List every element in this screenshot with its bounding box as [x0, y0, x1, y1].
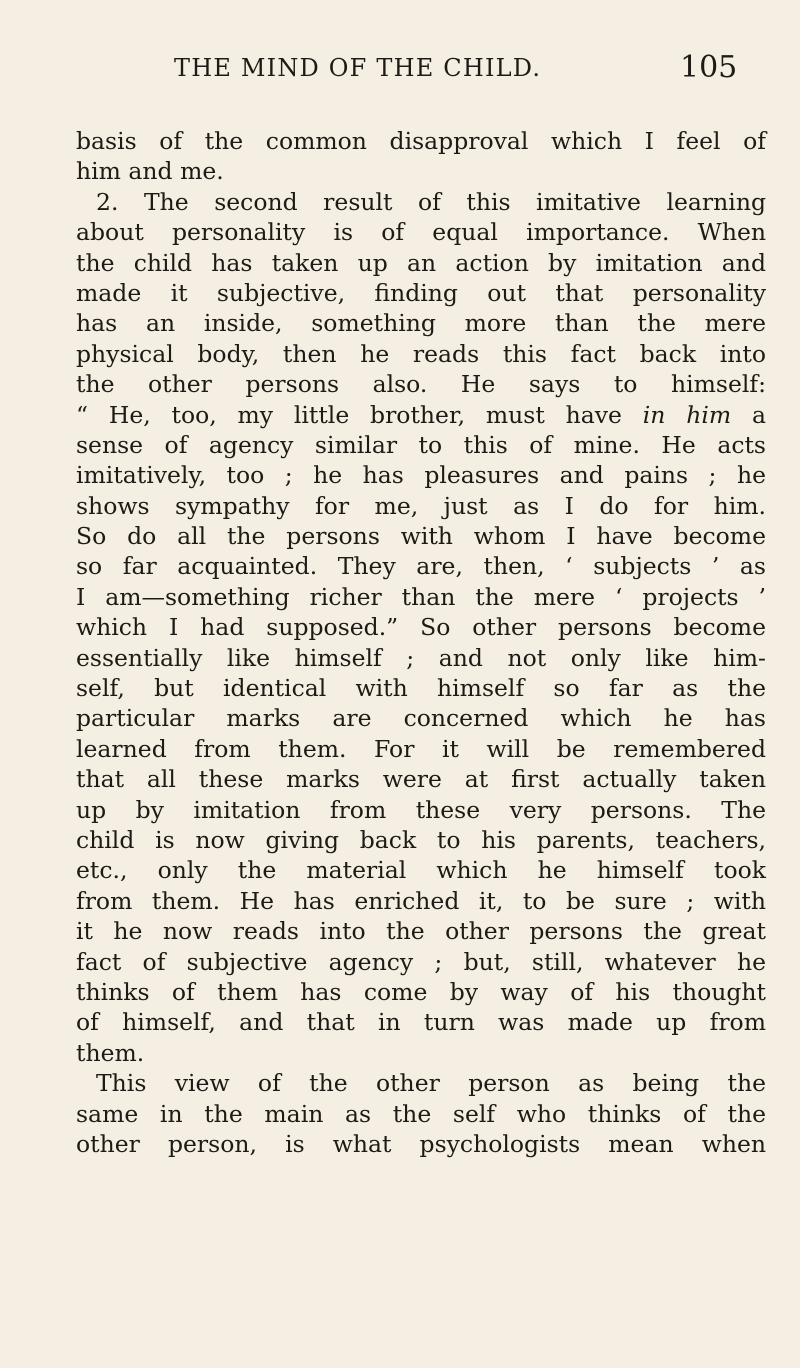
text-line: about personality is of equal importance. When [76, 218, 766, 247]
text-line: etc., only the material which he himself took [76, 856, 766, 885]
text-line: made it subjective, finding out that personality [76, 278, 766, 307]
text-line: which I had supposed.” So other persons become [76, 613, 766, 642]
text-line: learned from them. For it will be remembered [76, 734, 766, 763]
text-line: essentially like himself ; and not only like him- [76, 643, 766, 672]
text-line: self, but identical with himself so far as the [76, 674, 766, 703]
text-line: the other persons also. He says to himself: [76, 370, 766, 399]
text-line: So do all the persons with whom I have become [76, 522, 766, 551]
text-line: fact of subjective agency ; but, still, whatever he [76, 947, 766, 976]
text-line-with-italic [76, 400, 766, 430]
text-line: the child has taken up an action by imitation and [76, 248, 766, 277]
line-segment: a [751, 400, 766, 429]
paragraph-start-line: This view of the other person as being the [96, 1069, 766, 1098]
text-line: child is now giving back to his parents, teachers, [76, 825, 766, 854]
text-line: I am—something richer than the mere ‘ projects ’ [76, 582, 766, 611]
text-line: up by imitation from these very persons. The [76, 795, 766, 824]
text-line: that all these marks were at first actually taken [76, 765, 766, 794]
italic-phrase: in him [642, 400, 732, 429]
body-text [76, 126, 766, 1159]
running-title: THE MIND OF THE CHILD. [174, 54, 542, 82]
text-line: imitatively, too ; he has pleasures and pains ; he [76, 461, 766, 490]
text-line: from them. He has enriched it, to be sure ; with [76, 886, 766, 915]
text-line: him and me. [76, 157, 224, 186]
text-line: same in the main as the self who thinks of the [76, 1099, 766, 1128]
text-line: particular marks are concerned which he has [76, 704, 766, 733]
text-line: of himself, and that in turn was made up from [76, 1008, 766, 1037]
text-line: shows sympathy for me, just as I do for him. [76, 491, 766, 520]
text-line: physical body, then he reads this fact back into [76, 339, 766, 368]
text-line: it he now reads into the other persons the great [76, 917, 766, 946]
text-line: other person, is what psychologists mean when [76, 1129, 766, 1158]
text-line: sense of agency similar to this of mine. He acts [76, 430, 766, 459]
text-line: thinks of them has come by way of his thought [76, 977, 766, 1006]
paragraph-start-line: 2. The second result of this imitative learning [96, 187, 766, 216]
text-line: so far acquainted. They are, then, ‘ subjects ’ as [76, 552, 766, 581]
line-segment: “ He, too, my little brother, must have [76, 400, 622, 429]
text-line: basis of the common disapproval which I feel of [76, 127, 766, 155]
text-line: has an inside, something more than the mere [76, 309, 766, 338]
running-head [0, 50, 800, 92]
text-line: them. [76, 1038, 145, 1067]
page-number: 105 [680, 50, 738, 85]
